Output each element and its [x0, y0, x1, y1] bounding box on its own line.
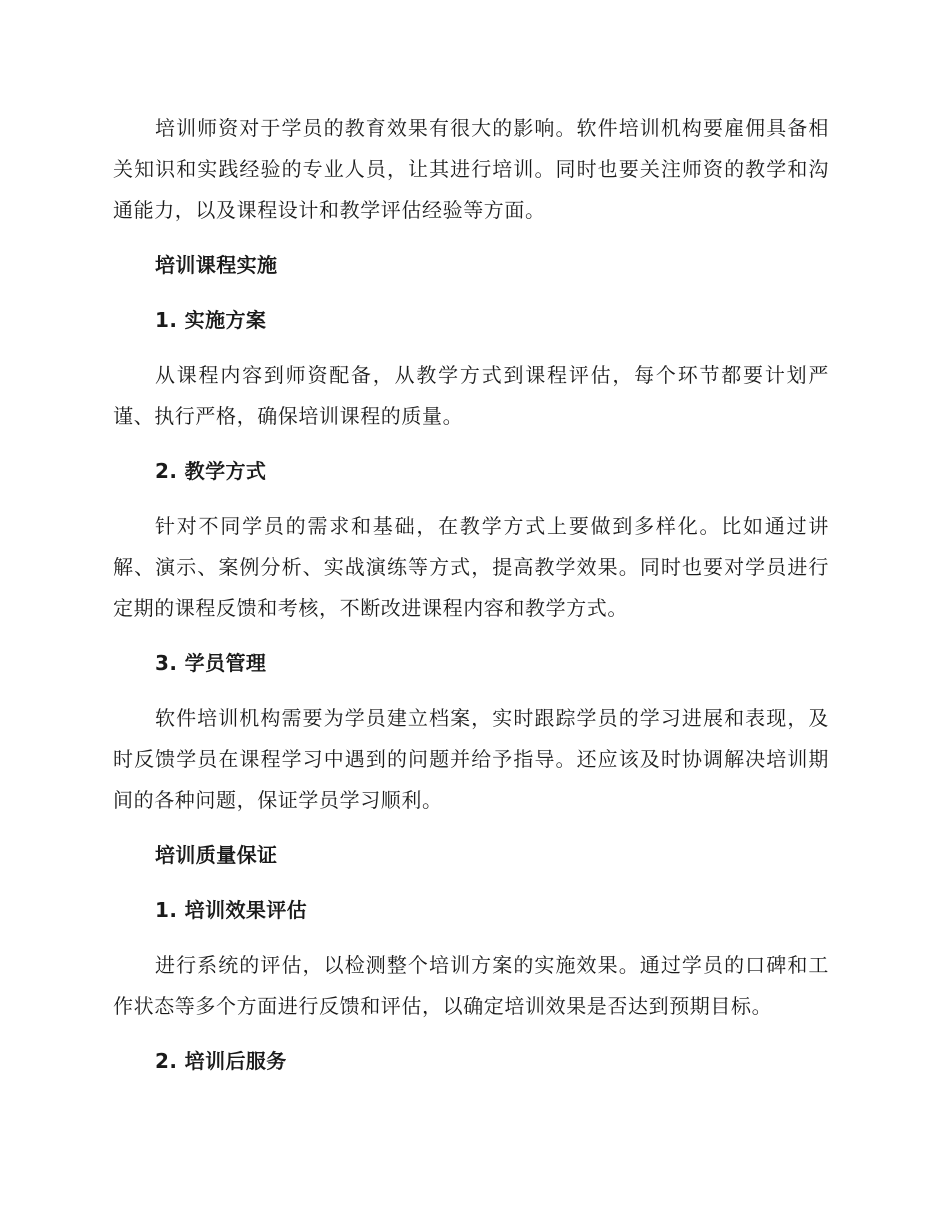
subheading-effect-evaluation: 1. 培训效果评估 — [155, 898, 308, 922]
paragraph-teaching-methods: 针对不同学员的需求和基础，在教学方式上要做到多样化。比如通过讲解、演示、案例分析、实战演练等方式，提高教学效果。同时也要对学员进行定期的课程反馈和考核，不断改进课程内容和教学方式。 — [113, 514, 829, 620]
subheading-implementation-plan: 1. 实施方案 — [155, 308, 267, 332]
section-heading-course-implementation: 培训课程实施 — [155, 253, 278, 277]
paragraph-effect-evaluation: 进行系统的评估，以检测整个培训方案的实施效果。通过学员的口碑和工作状态等多个方面进行反馈和评估，以确定培训效果是否达到预期目标。 — [113, 953, 829, 1018]
document-body — [113, 108, 829, 1082]
subheading-student-management: 3. 学员管理 — [155, 651, 267, 675]
subheading-post-training-service: 2. 培训后服务 — [155, 1049, 287, 1073]
paragraph-teacher-quality: 培训师资对于学员的教育效果有很大的影响。软件培训机构要雇佣具备相关知识和实践经验的专业人员，让其进行培训。同时也要关注师资的教学和沟通能力，以及课程设计和教学评估经验等方面。 — [113, 116, 829, 222]
paragraph-student-management: 软件培训机构需要为学员建立档案，实时跟踪学员的学习进展和表现，及时反馈学员在课程学习中遇到的问题并给予指导。还应该及时协调解决培训期间的各种问题，保证学员学习顺利。 — [113, 706, 829, 812]
section-heading-quality-assurance: 培训质量保证 — [155, 843, 278, 867]
subheading-teaching-methods: 2. 教学方式 — [155, 459, 267, 483]
paragraph-implementation-plan: 从课程内容到师资配备，从教学方式到课程评估，每个环节都要计划严谨、执行严格，确保培训课程的质量。 — [113, 363, 829, 428]
